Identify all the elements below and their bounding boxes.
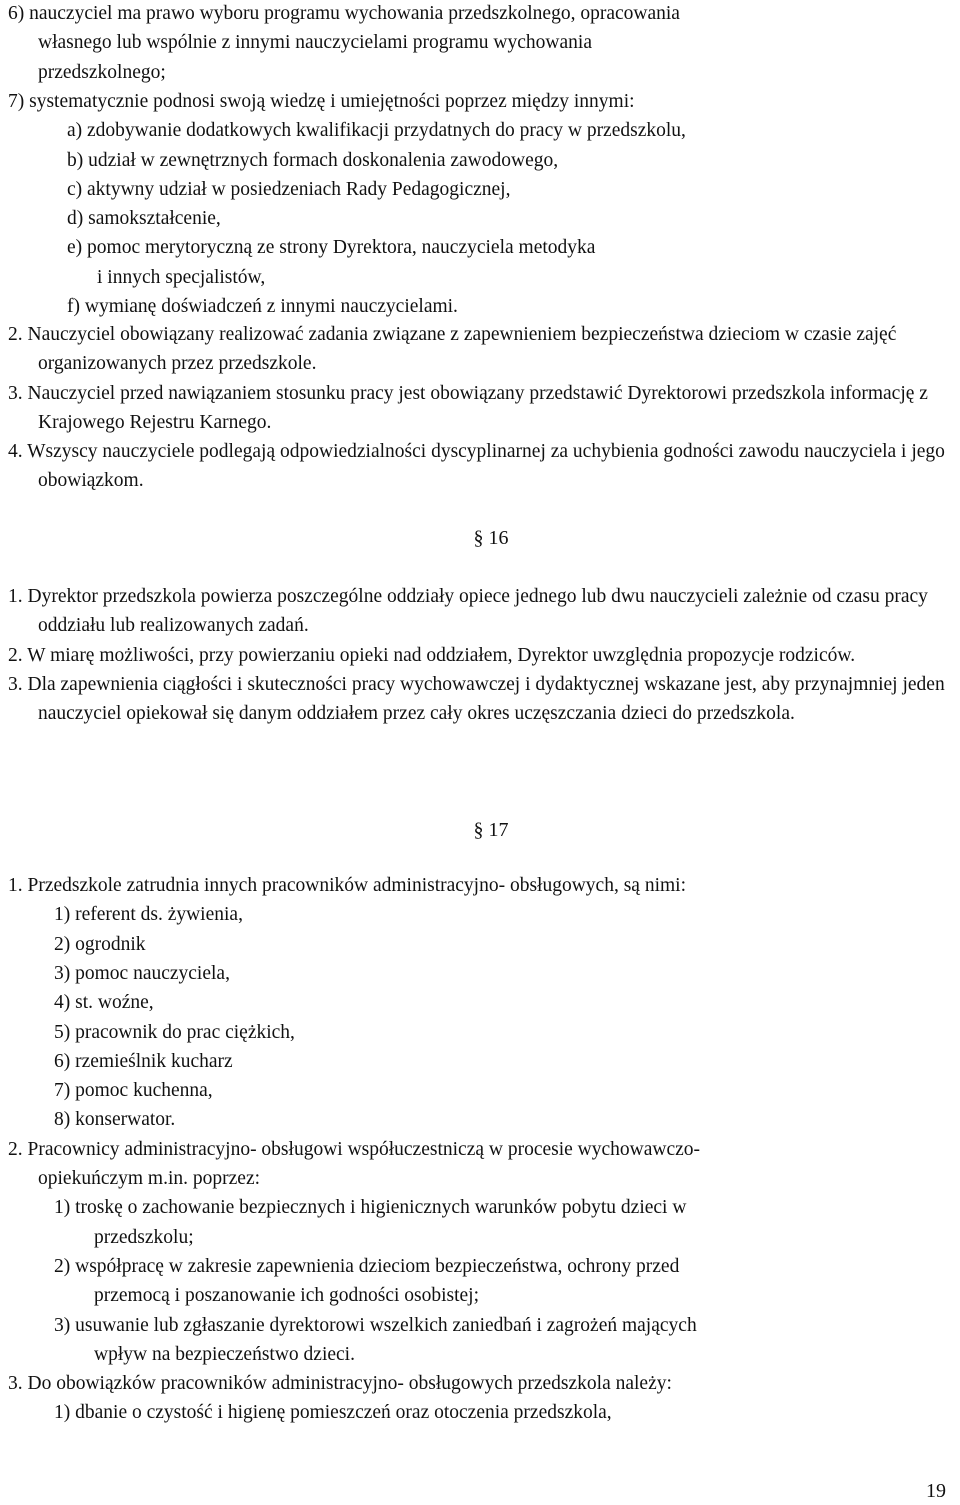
text-line: opiekuńczym m.in. poprzez: (38, 1168, 261, 1189)
text-line: f) wymianę doświadczeń z innymi nauczycielami. (67, 296, 458, 317)
text-line: e) pomoc merytoryczną ze strony Dyrektora, nauczyciela metodyka (67, 237, 596, 259)
text-line: 2) ogrodnik (54, 933, 146, 955)
text-line: 4) st. woźne, (54, 992, 154, 1014)
text-line: 3) usuwanie lub zgłaszanie dyrektorowi wszelkich zaniedbań i zagrożeń mających (54, 1314, 697, 1336)
text-line: c) aktywny udział w posiedzeniach Rady Pedagogicznej, (67, 178, 511, 200)
text-line: 7) systematycznie podnosi swoją wiedzę i umiejętności poprzez między innymi: (8, 90, 635, 112)
paragraph: 3. Dla zapewnienia ciągłości i skuteczności pracy wychowawczej i dydaktycznej wskazane jest, aby przynajmniej jeden nauczyciel opiekował się danym oddziałem przez cały okres uczęszczania dzieci do przedszkola. (8, 673, 945, 725)
text-line: przemocą i poszanowanie ich godności osobistej; (94, 1285, 480, 1307)
text-line: 2. Pracownicy administracyjno- obsługowi współuczestniczą w procesie wychowawczo- (8, 1138, 701, 1160)
text-line: 7) pomoc kuchenna, (54, 1080, 213, 1102)
text-line: 5) pracownik do prac ciężkich, (54, 1021, 295, 1043)
text-line: wpływ na bezpieczeństwo dzieci. (94, 1343, 355, 1365)
section-17-heading: § 17 (473, 819, 509, 841)
section-16-paragraphs (8, 582, 953, 728)
text-line: i innych specjalistów, (97, 266, 266, 288)
paragraph: 2. W miarę możliwości, przy powierzaniu opieki nad oddziałem, Dyrektor uwzględnia propozycje rodziców. (8, 644, 856, 666)
paragraph: 2. Nauczyciel obowiązany realizować zadania związane z zapewnieniem bezpieczeństwa dzieciom w czasie zajęć organizowanych przez przedszkole. (8, 324, 897, 375)
paragraph: 4. Wszyscy nauczyciele podlegają odpowiedzialności dyscyplinarnej za uchybienia godności zawodu nauczyciela i jego obowiązkom. (8, 441, 945, 492)
text-line: a) zdobywanie dodatkowych kwalifikacji przydatnych do pracy w przedszkolu, (67, 120, 686, 142)
text-line: 1) referent ds. żywienia, (54, 904, 243, 926)
text-line: 8) konserwator. (54, 1109, 176, 1131)
text-line: 6) rzemieślnik kucharz (54, 1050, 233, 1072)
text-line: własnego lub wspólnie z innymi nauczycielami programu wychowania (38, 32, 592, 54)
section-16-heading: § 16 (473, 527, 509, 549)
text-line: 1) troskę o zachowanie bezpiecznych i higienicznych warunków pobytu dzieci w (54, 1197, 687, 1219)
page-number: 19 (926, 1480, 946, 1502)
text-line: przedszkolnego; (38, 61, 166, 83)
paragraph: 1. Dyrektor przedszkola powierza poszczególne oddziały opiece jednego lub dwu nauczycieli zależnie od czasu pracy oddziału lub realizowanych zadań. (8, 586, 928, 637)
text-line: d) samokształcenie, (67, 208, 221, 230)
text-line: 6) nauczyciel ma prawo wyboru programu wychowania przedszkolnego, opracowania (8, 3, 680, 24)
paragraph: 3. Nauczyciel przed nawiązaniem stosunku pracy jest obowiązany przedstawić Dyrektorowi przedszkola informację z Krajowego Rejestru Karnego. (8, 382, 928, 433)
text-line: przedszkolu; (94, 1226, 194, 1248)
text-line: 2) współpracę w zakresie zapewnienia dzieciom bezpieczeństwa, ochrony przed (54, 1255, 680, 1277)
text-line: 3) pomoc nauczyciela, (54, 962, 230, 984)
text-line: 1) dbanie o czystość i higienę pomieszczeń oraz otoczenia przedszkola, (54, 1402, 612, 1424)
text-line: b) udział w zewnętrznych formach doskonalenia zawodowego, (67, 149, 559, 171)
text-line: 3. Do obowiązków pracowników administracyjno- obsługowych przedszkola należy: (8, 1373, 672, 1395)
text-line: 1. Przedszkole zatrudnia innych pracowników administracyjno- obsługowych, są nimi: (8, 875, 687, 896)
teacher-rules-paragraphs (8, 320, 953, 496)
